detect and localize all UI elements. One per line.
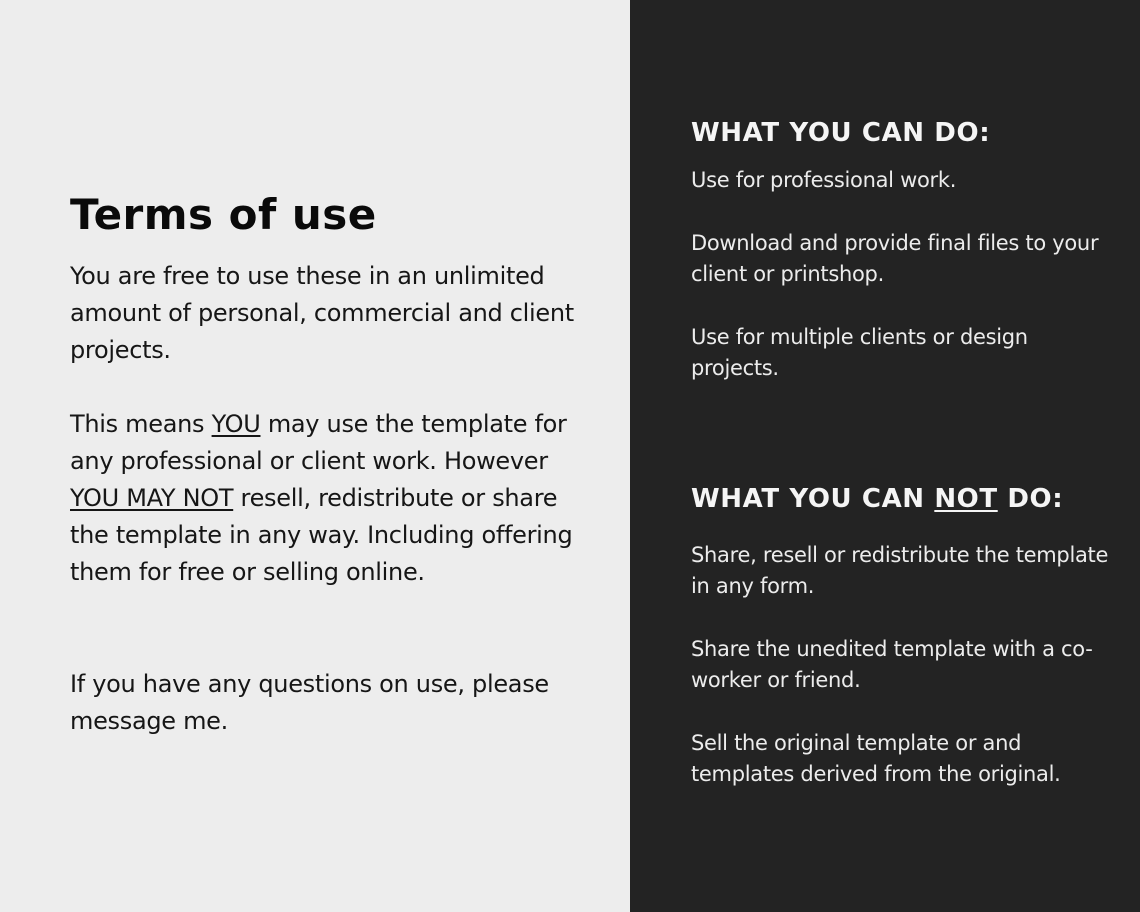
not-emphasis: NOT (934, 484, 998, 514)
terms-means-text-1: This means (70, 410, 212, 438)
can-do-heading: WHAT YOU CAN DO: (691, 118, 991, 148)
cannot-do-heading (691, 482, 1063, 516)
can-do-item: Download and provide final files to your client or printshop. (691, 231, 1099, 286)
terms-means-text-3: resell, redistribute or share the template in any way. Including offering them for free or selling online. (70, 484, 573, 586)
cannot-do-item: Share, resell or redistribute the template in any form. (691, 543, 1109, 598)
terms-intro-paragraph: You are free to use these in an unlimited amount of personal, commercial and client projects. (70, 262, 574, 364)
cannot-do-item: Sell the original template or and templates derived from the original. (691, 731, 1061, 786)
can-do-item: Use for multiple clients or design projects. (691, 325, 1028, 380)
you-may-not-emphasis: YOU MAY NOT (70, 484, 234, 512)
page-title: Terms of use (70, 190, 377, 239)
cannot-do-item: Share the unedited template with a co-worker or friend. (691, 637, 1093, 692)
you-emphasis: YOU (211, 410, 261, 438)
terms-means-text-2: may use the template for any professional or client work. However (70, 410, 567, 475)
terms-means-paragraph (70, 406, 590, 591)
can-do-item: Use for professional work. (691, 168, 957, 192)
terms-questions-paragraph: If you have any questions on use, please message me. (70, 670, 549, 735)
cannot-do-heading-text-1: WHAT YOU CAN (691, 484, 935, 514)
cannot-do-heading-text-2: DO: (997, 484, 1064, 514)
